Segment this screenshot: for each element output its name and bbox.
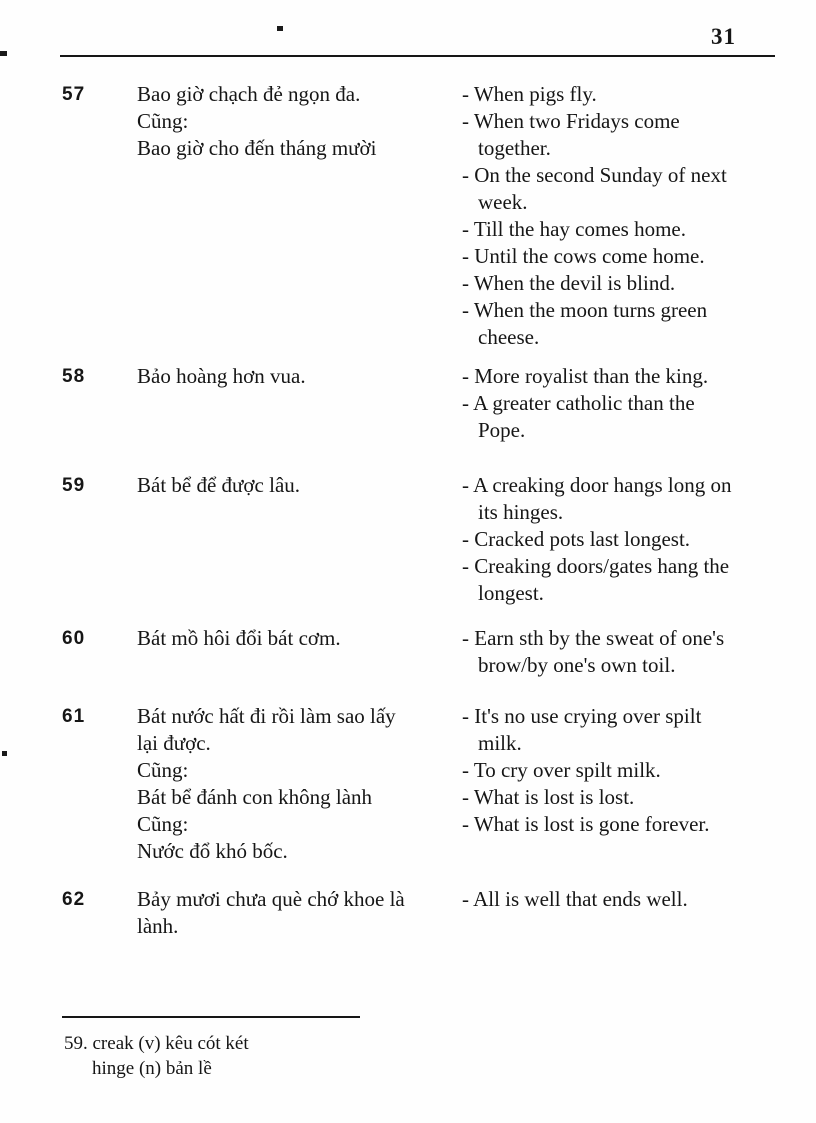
- english-equivalents: [462, 81, 816, 351]
- english-line: - To cry over spilt milk.: [462, 758, 661, 782]
- vietnamese-proverb: [137, 472, 462, 499]
- english-line: - When two Fridays come: [462, 109, 680, 133]
- vietnamese-proverb: [137, 625, 462, 652]
- vietnamese-proverb: [137, 703, 462, 865]
- footnote-line: 59. creak (v) kêu cót két: [64, 1033, 249, 1054]
- english-line: - What is lost is gone forever.: [462, 812, 710, 836]
- entry-number: 58: [62, 366, 86, 387]
- entry-number: 62: [62, 889, 86, 910]
- vietnamese-line: Cũng:: [137, 812, 189, 836]
- vietnamese-proverb: [137, 886, 462, 940]
- english-line-continuation: milk.: [478, 731, 522, 755]
- vietnamese-proverb: [137, 363, 462, 390]
- english-line: - A creaking door hangs long on: [462, 473, 732, 497]
- proverb-entry: [0, 81, 816, 351]
- entry-number: 59: [62, 475, 86, 496]
- english-line: - What is lost is lost.: [462, 785, 635, 809]
- english-line-continuation: week.: [478, 190, 528, 214]
- english-line-continuation: together.: [478, 136, 551, 160]
- english-equivalents: [462, 703, 816, 838]
- english-equivalents: [462, 472, 816, 607]
- english-equivalents: [462, 625, 816, 679]
- ink-speck: [277, 26, 283, 31]
- english-line: - It's no use crying over spilt: [462, 704, 702, 728]
- vietnamese-line: Bát mồ hôi đổi bát cơm.: [137, 626, 341, 650]
- english-line: - Creaking doors/gates hang the: [462, 554, 730, 578]
- english-line-continuation: cheese.: [478, 325, 540, 349]
- english-line: - Earn sth by the sweat of one's: [462, 626, 725, 650]
- proverb-entry: [0, 363, 816, 444]
- english-line: - Cracked pots last longest.: [462, 527, 691, 551]
- english-line-continuation: Pope.: [478, 418, 526, 442]
- english-line: - Till the hay comes home.: [462, 217, 686, 241]
- vietnamese-line: Bát bể để được lâu.: [137, 473, 301, 497]
- page-header: [0, 0, 816, 57]
- proverb-entries-list: [0, 57, 816, 940]
- vietnamese-line: Bao giờ chạch đẻ ngọn đa.: [137, 82, 361, 106]
- footnote-line: hinge (n) bản lề: [92, 1058, 212, 1079]
- vietnamese-line: Bao giờ cho đến tháng mười: [137, 136, 377, 160]
- english-line: - On the second Sunday of next: [462, 163, 727, 187]
- vietnamese-line: Nước đổ khó bốc.: [137, 839, 288, 863]
- proverb-entry: [0, 625, 816, 679]
- vietnamese-line: lại được.: [137, 731, 211, 755]
- english-line: - When pigs fly.: [462, 82, 597, 106]
- footnote-text: [0, 1031, 816, 1081]
- vietnamese-line: Cũng:: [137, 109, 189, 133]
- english-line: - A greater catholic than the: [462, 391, 695, 415]
- english-line-continuation: longest.: [478, 581, 544, 605]
- english-equivalents: [462, 363, 816, 444]
- vietnamese-line: Cũng:: [137, 758, 189, 782]
- entry-number: 57: [62, 84, 86, 105]
- english-line: - Until the cows come home.: [462, 244, 705, 268]
- english-line: - When the devil is blind.: [462, 271, 676, 295]
- ink-speck: [0, 51, 7, 56]
- english-line: - When the moon turns green: [462, 298, 708, 322]
- entry-number: 60: [62, 628, 86, 649]
- vietnamese-line: Bát bể đánh con không lành: [137, 785, 373, 809]
- page-number: 31: [711, 24, 736, 49]
- vietnamese-line: Bảo hoàng hơn vua.: [137, 364, 306, 388]
- english-line-continuation: its hinges.: [478, 500, 564, 524]
- proverb-entry: [0, 472, 816, 607]
- english-line: - All is well that ends well.: [462, 887, 688, 911]
- proverb-entry: [0, 886, 816, 940]
- ink-speck: [2, 751, 7, 756]
- entry-number: 61: [62, 706, 86, 727]
- vietnamese-line: Bát nước hất đi rồi làm sao lấy: [137, 704, 396, 728]
- vietnamese-proverb: [137, 81, 462, 162]
- english-line: - More royalist than the king.: [462, 364, 709, 388]
- footnote-rule: [62, 1016, 360, 1018]
- english-line-continuation: brow/by one's own toil.: [478, 653, 676, 677]
- english-equivalents: [462, 886, 816, 913]
- vietnamese-line: Bảy mươi chưa què chớ khoe là: [137, 887, 405, 911]
- vietnamese-line: lành.: [137, 914, 179, 938]
- footnote: [0, 1016, 816, 1081]
- proverb-entry: [0, 703, 816, 865]
